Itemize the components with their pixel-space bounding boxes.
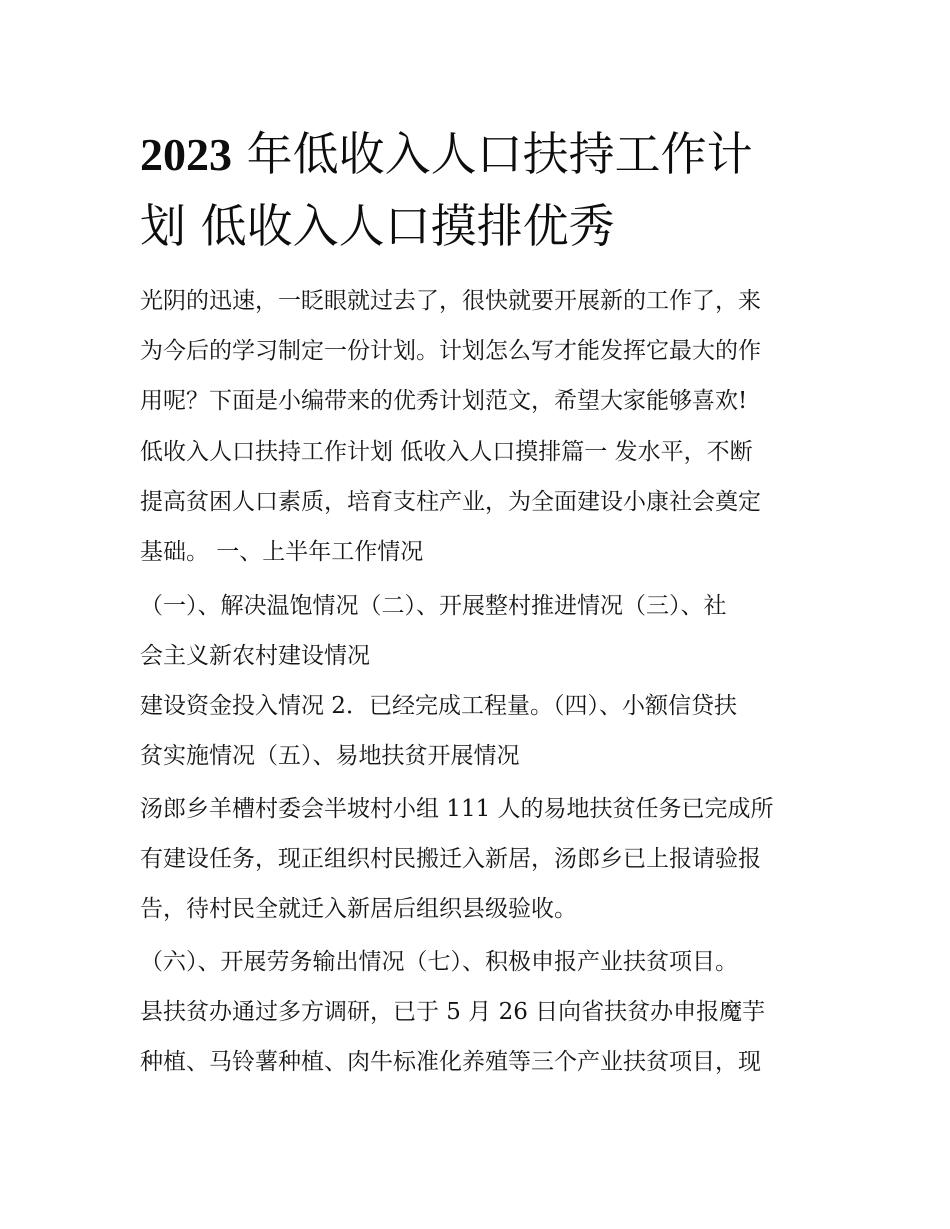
body-line: 基础。 一、上半年工作情况 — [140, 539, 424, 565]
body-line: 汤郎乡羊槽村委会半坡村小组 111 人的易地扶贫任务已完成所 — [140, 796, 774, 822]
body-line: 低收入人口扶持工作计划 低收入人口摸排篇一 发水平，不断 — [140, 439, 753, 465]
body-line: 为今后的学习制定一份计划。计划怎么写才能发挥它最大的作 — [140, 338, 761, 364]
title-line-2 — [140, 190, 820, 262]
body-line: 建设资金投入情况 2．已经完成工程量。（四）、小额信贷扶 — [140, 693, 737, 719]
body-line: 光阴的迅速，一眨眼就过去了，很快就要开展新的工作了，来 — [140, 288, 761, 314]
body-line: 有建设任务，现正组织村民搬迁入新居，汤郎乡已上报请验报 — [140, 846, 761, 872]
body-line: （六）、开展劳务输出情况（七）、积极申报产业扶贫项目。 — [140, 949, 738, 975]
document-title — [140, 118, 820, 262]
title-line-1 — [140, 118, 820, 190]
title-text-2: 划 低收入人口摸排优秀 — [140, 199, 615, 253]
body-line: 贫实施情况（五）、易地扶贫开展情况 — [140, 743, 520, 769]
title-year: 2023 — [140, 129, 232, 180]
body-line: 会主义新农村建设情况 — [140, 643, 370, 669]
body-line: 县扶贫办通过多方调研，已于 5 月 26 日向省扶贫办申报魔芋 — [140, 999, 766, 1025]
body-line: 种植、马铃薯种植、肉牛标准化养殖等三个产业扶贫项目，现 — [140, 1049, 761, 1075]
body-line: （一）、解决温饱情况（二）、开展整村推进情况（三）、社 — [140, 593, 727, 619]
body-line: 告，待村民全就迁入新居后组织县级验收。 — [140, 896, 577, 922]
body-line: 用呢？下面是小编带来的优秀计划范文，希望大家能够喜欢! — [140, 388, 748, 414]
body-line: 提高贫困人口素质，培育支柱产业，为全面建设小康社会奠定 — [140, 489, 761, 515]
title-text-1: 年低收入人口扶持工作计 — [232, 127, 753, 181]
